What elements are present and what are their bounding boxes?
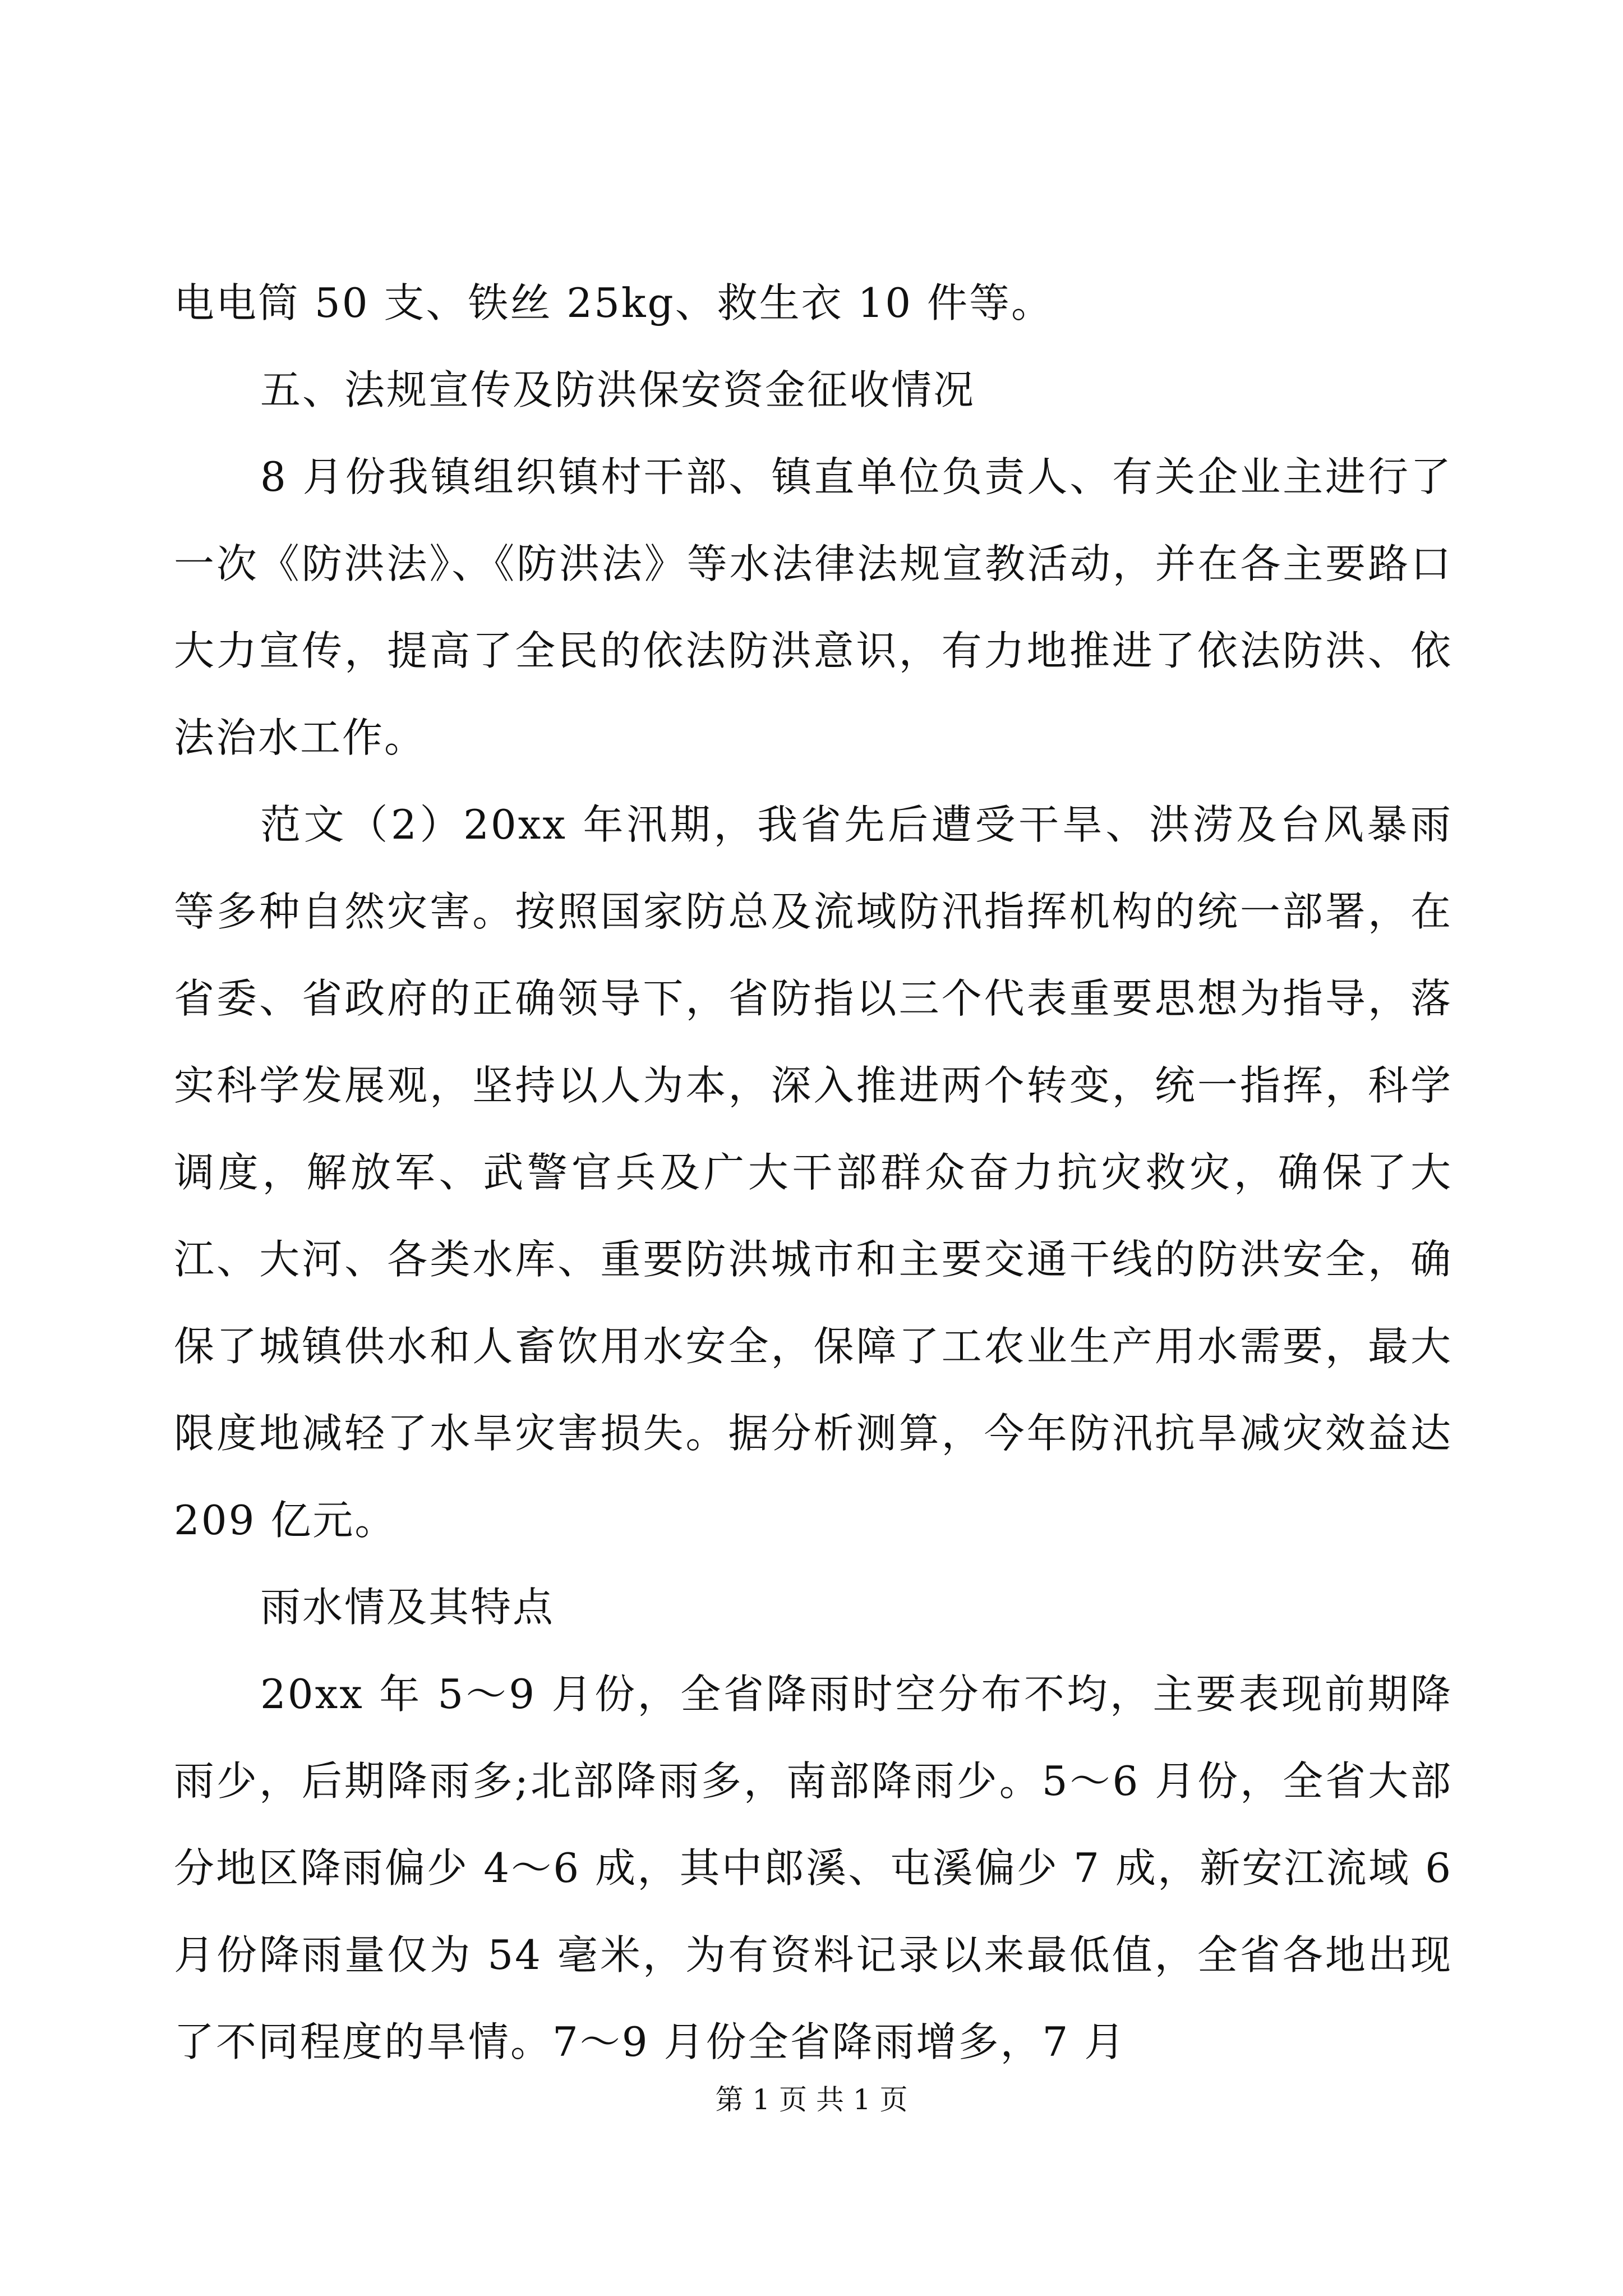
section-heading: 五、法规宣传及防洪保安资金征收情况 [260,366,976,413]
body-paragraph: 20xx 年 5～9 月份，全省降雨时空分布不均，主要表现前期降雨少，后期降雨多;北部降雨多，南部降雨少。5～6 月份，全省大部分地区降雨偏少 4～6 成，其中郎溪、屯溪偏少 7 成，新安江流域 6 月份降雨量仅为 54 毫米，为有资料记录以来最低值，全省各地出现了不同程度的旱情。7～9 月份全省降雨增多，7 月 [174,1671,1453,2065]
document-body [174,260,1453,2086]
section-heading: 雨水情及其特点 [260,1584,555,1631]
body-paragraph: 范文（2）20xx 年汛期，我省先后遭受干旱、洪涝及台风暴雨等多种自然灾害。按照国家防总及流域防汛指挥机构的统一部署，在省委、省政府的正确领导下，省防指以三个代表重要思想为指导，落实科学发展观，坚持以人为本，深入推进两个转变，统一指挥，科学调度，解放军、武警官兵及广大干部群众奋力抗灾救灾，确保了大江、大河、各类水库、重要防洪城市和主要交通干线的防洪安全，确保了城镇供水和人畜饮用水安全，保障了工农业生产用水需要，最大限度地减轻了水旱灾害损失。据分析测算，今年防汛抗旱减灾效益达 209 亿元。 [174,801,1453,1544]
page-footer: 第 1 页 共 1 页 [715,2083,908,2116]
continuation-paragraph: 电电筒 50 支、铁丝 25kg、救生衣 10 件等。 [174,279,1054,326]
body-paragraph: 8 月份我镇组织镇村干部、镇直单位负责人、有关企业主进行了一次《防洪法》、《防洪法》等水法律法规宣教活动，并在各主要路口大力宣传，提高了全民的依法防洪意识，有力地推进了依法防洪、依法治水工作。 [174,453,1453,761]
